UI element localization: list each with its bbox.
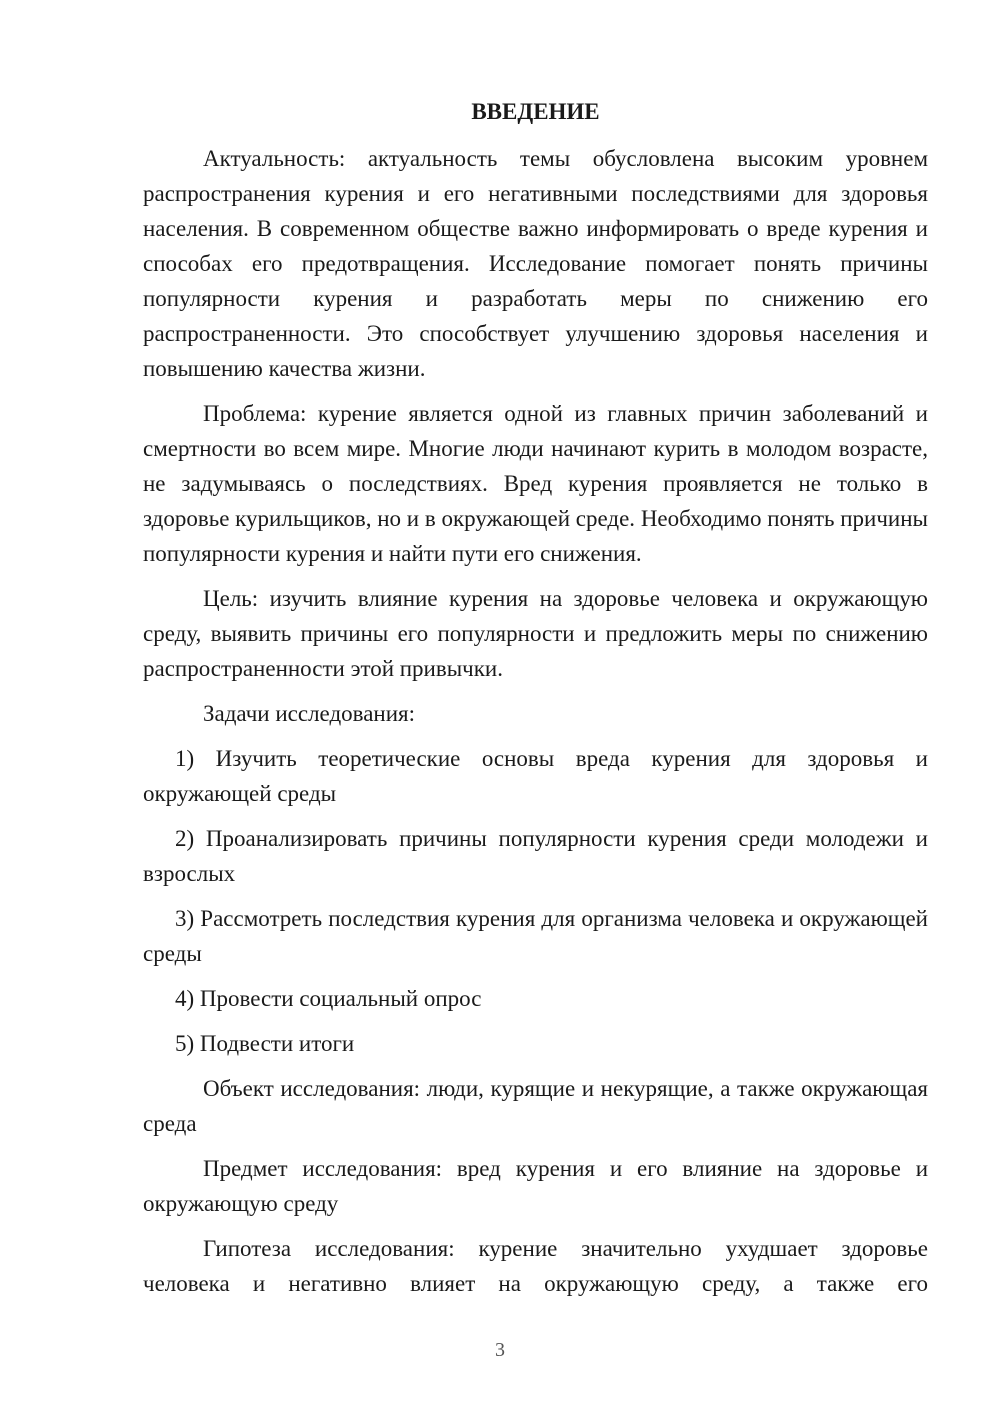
goal-paragraph: Цель: изучить влияние курения на здоровье человека и окружающую среду, выявить причины его популярности и предложить меры по снижению распространенности этой привычки.: [143, 586, 928, 681]
section-heading: ВВЕДЕНИЕ: [471, 99, 600, 124]
object-paragraph: Объект исследования: люди, курящие и некурящие, а также окружающая среда: [143, 1076, 928, 1136]
page-number: 3: [495, 1339, 505, 1361]
task-item-1: 1) Изучить теоретические основы вреда курения для здоровья и окружающей среды: [143, 746, 928, 806]
task-item-5: 5) Подвести итоги: [175, 1031, 355, 1056]
task-item-3: 3) Рассмотреть последствия курения для организма человека и окружающей среды: [143, 906, 928, 966]
task-item-4: 4) Провести социальный опрос: [175, 986, 482, 1011]
tasks-title: Задачи исследования:: [203, 701, 416, 726]
problem-paragraph: Проблема: курение является одной из главных причин заболеваний и смертности во всем мире. Многие люди начинают курить в молодом возрасте, не задумываясь о последствиях. Вред курения проявляется не только в здоровье курильщиков, но и в окружающей среде. Необходимо понять причины популярности курения и найти пути его снижения.: [143, 401, 928, 566]
task-item-2: 2) Проанализировать причины популярности курения среди молодежи и взрослых: [143, 826, 928, 886]
relevance-paragraph: Актуальность: актуальность темы обусловлена высоким уровнем распространения курения и его негативными последствиями для здоровья населения. В современном обществе важно информировать о вреде курения и способах его предотвращения. Исследование помогает понять причины популярности курения и разработать меры по снижению его распространенности. Это способствует улучшению здоровья населения и повышению качества жизни.: [143, 146, 928, 381]
subject-paragraph: Предмет исследования: вред курения и его влияние на здоровье и окружающую среду: [143, 1156, 928, 1216]
hypothesis-paragraph: Гипотеза исследования: курение значительно ухудшает здоровье человека и негативно влияет на окружающую среду, а также его: [143, 1236, 928, 1296]
page-body: [143, 94, 928, 1311]
